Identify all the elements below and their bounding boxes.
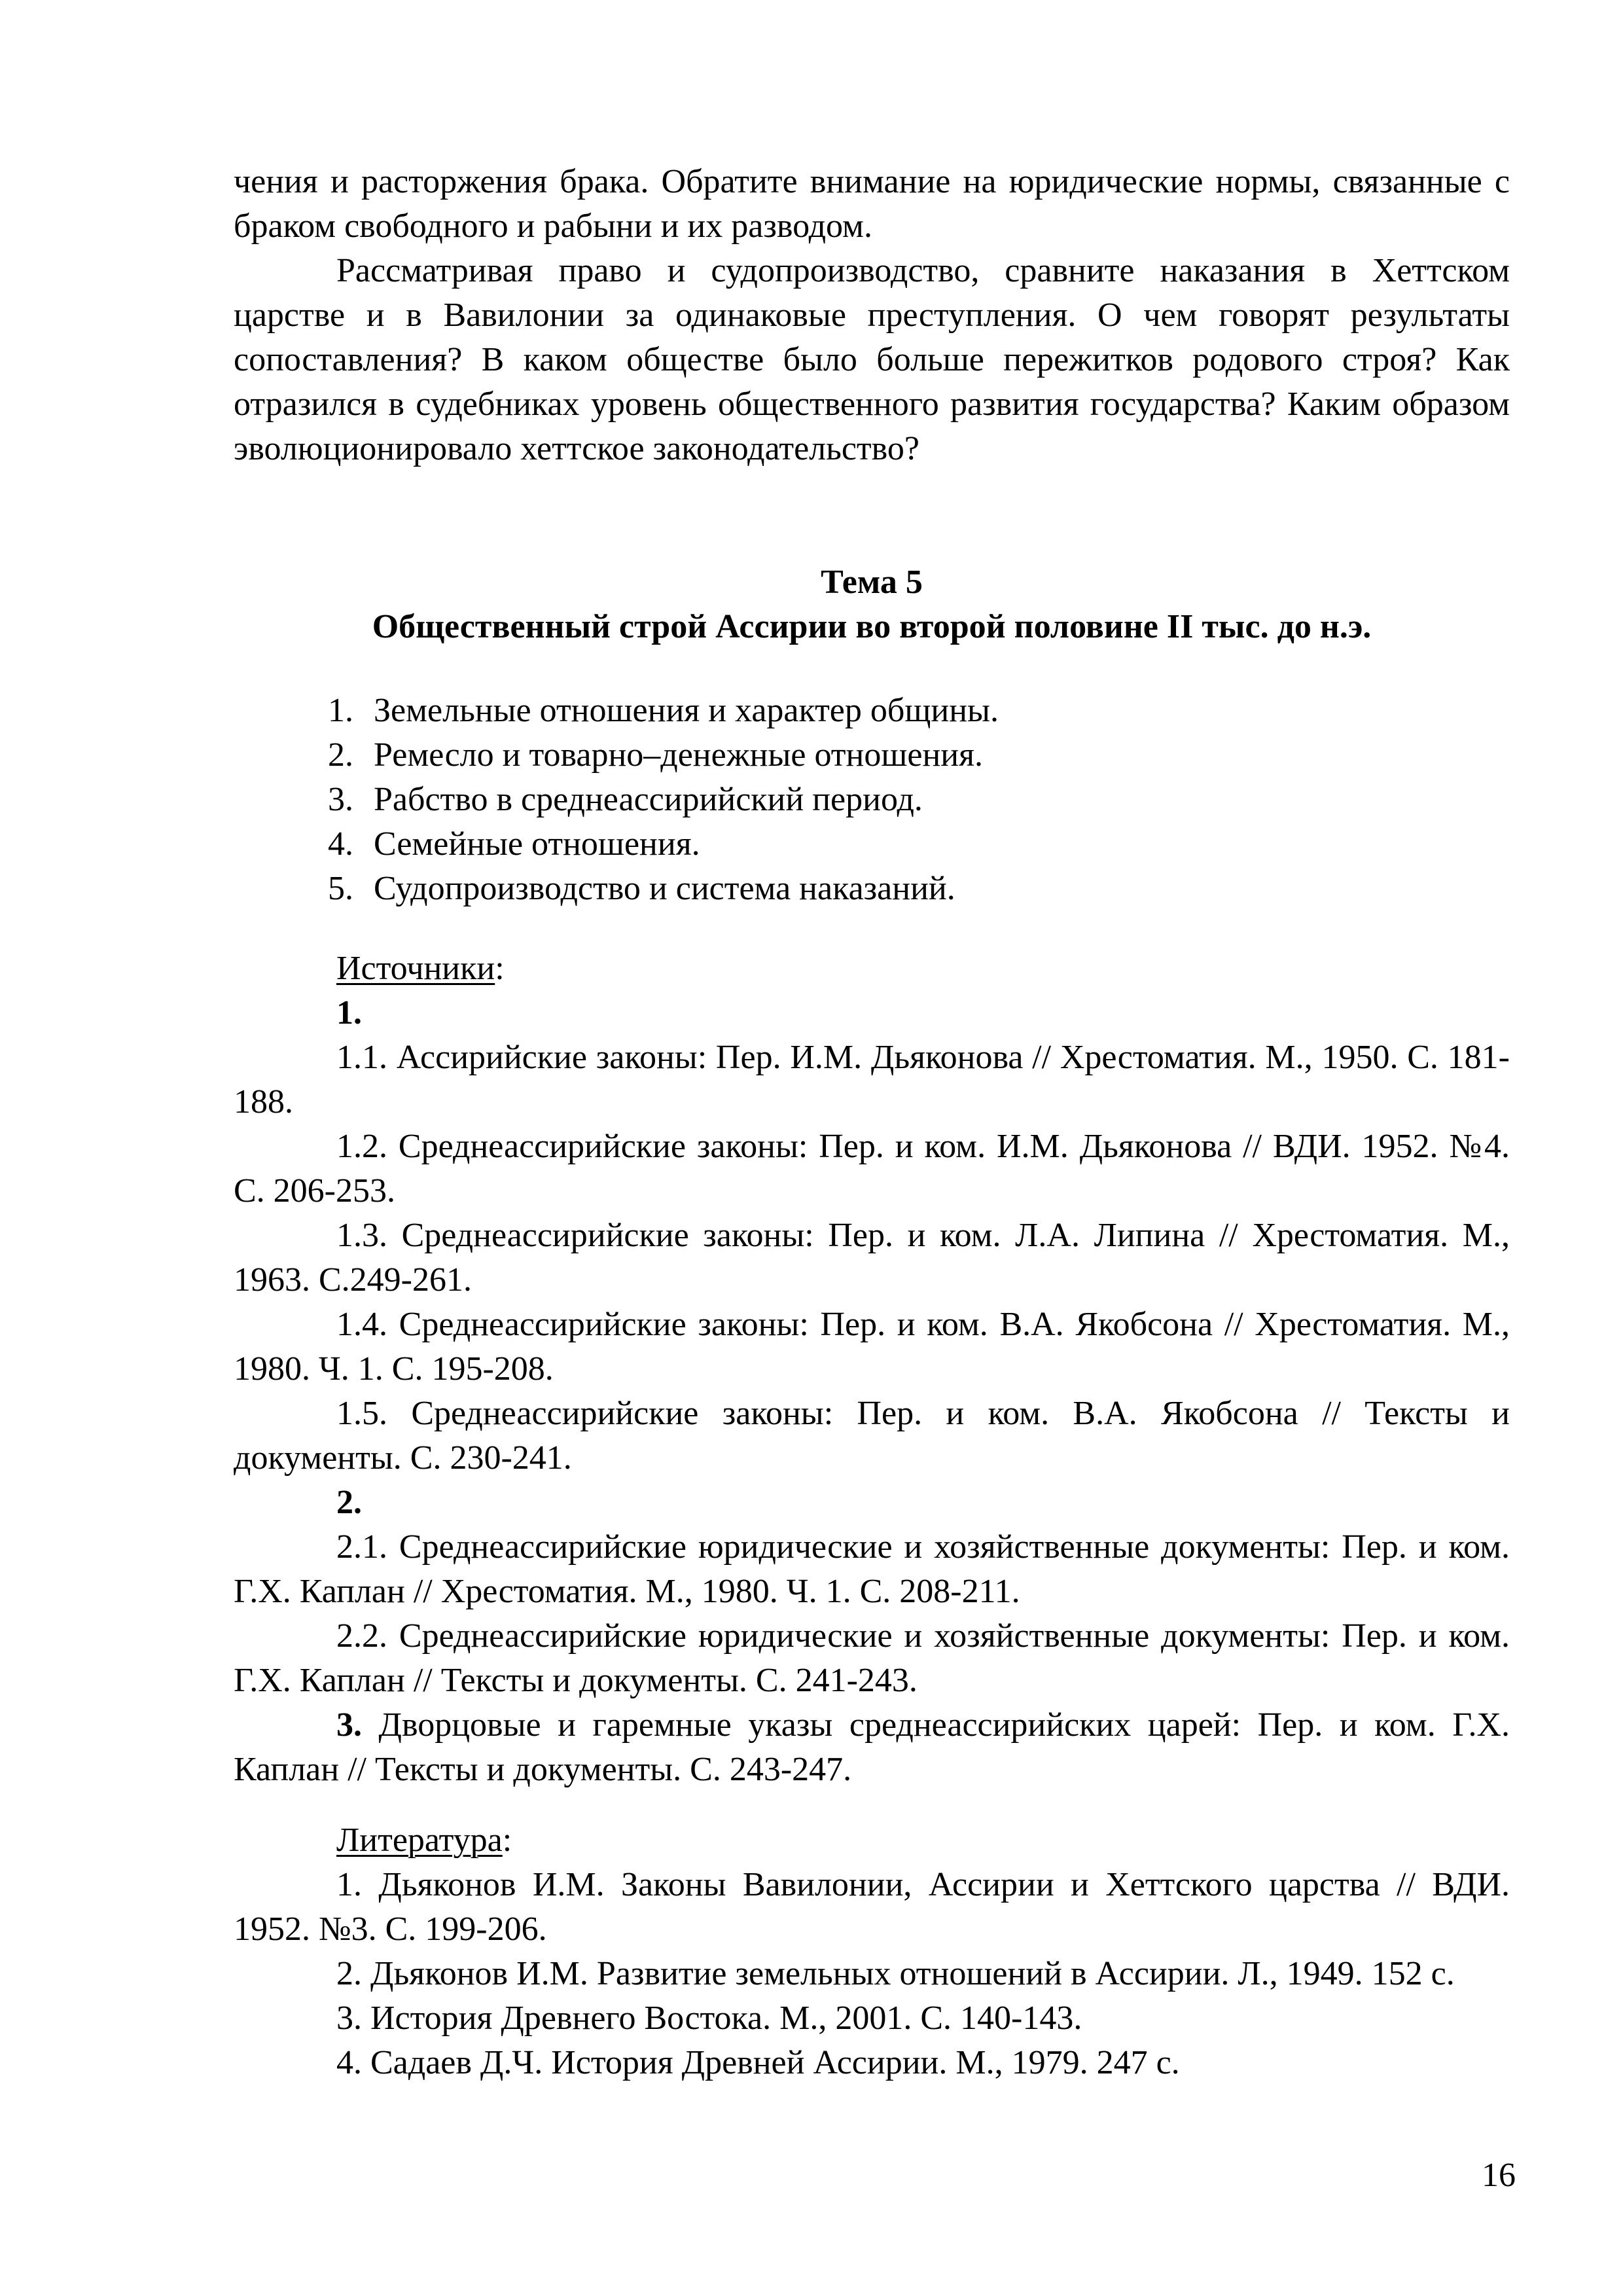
source-item: 1.1. Ассирийские законы: Пер. И.М. Дьяконова // Хрестоматия. М., 1950. С. 181-188. <box>234 1039 1510 1121</box>
source-item: 1.5. Среднеассирийские законы: Пер. и ком. В.А. Якобсона // Тексты и документы. С. 230-241. <box>234 1395 1510 1477</box>
question-text: Судопроизводство и система наказаний. <box>374 870 955 907</box>
source-item: 2.2. Среднеассирийские юридические и хозяйственные документы: Пер. и ком. Г.Х. Каплан // Тексты и документы. С. 241-243. <box>234 1617 1510 1699</box>
intro-paragraph-1: чения и расторжения брака. Обратите внимание на юридические нормы, связанные с браком свободного и рабыни и их разводом. <box>234 163 1510 245</box>
list-item <box>234 822 1510 867</box>
literature-section <box>234 1818 1510 2085</box>
literature-item: 1. Дьяконов И.М. Законы Вавилонии, Ассирии и Хеттского царства // ВДИ. 1952. №3. С. 199-206. <box>234 1866 1510 1948</box>
questions-list-block <box>234 689 1510 911</box>
source-item: 2.1. Среднеассирийские юридические и хозяйственные документы: Пер. и ком. Г.Х. Каплан // Хрестоматия. М., 1980. Ч. 1. С. 208-211. <box>234 1528 1510 1610</box>
sources-group-1-number: 1. <box>336 994 362 1031</box>
list-item <box>234 778 1510 822</box>
source-item-3: 3. Дворцовые и гаремные указы среднеассирийских царей: Пер. и ком. Г.Х. Каплан // Тексты и документы. С. 243-247. <box>234 1706 1510 1788</box>
topic-title: Общественный строй Ассирии во второй половине II тыс. до н.э. <box>372 608 1372 645</box>
topic-heading <box>234 560 1510 649</box>
sources-group-3-number: 3. <box>336 1706 362 1744</box>
questions-list <box>234 689 1510 911</box>
question-number: 2. <box>328 736 353 774</box>
question-text: Ремесло и товарно–денежные отношения. <box>374 736 984 774</box>
list-item <box>234 689 1510 733</box>
question-number: 3. <box>328 781 353 818</box>
list-item <box>234 867 1510 911</box>
topic-number: Тема 5 <box>821 564 923 601</box>
question-number: 4. <box>328 825 353 863</box>
literature-item: 3. История Древнего Востока. М., 2001. С. 140-143. <box>336 2000 1082 2037</box>
question-text: Земельные отношения и характер общины. <box>374 692 999 729</box>
question-text: Семейные отношения. <box>374 825 700 863</box>
sources-group-2-number: 2. <box>336 1484 362 1521</box>
intro-paragraph-2: Рассматривая право и судопроизводство, сравните наказания в Хеттском царстве и в Вавилонии за одинаковые преступления. О чем говорят результаты сопоставления? В каком обществе было больше пережитков родового строя? Как отразился в судебниках уровень общественного развития государства? Каким образом эволюционировало хеттское законодательство? <box>234 252 1510 467</box>
intro-block <box>234 160 1510 471</box>
page-number: 16 <box>1482 2157 1516 2194</box>
question-number: 5. <box>328 870 353 907</box>
question-text: Рабство в среднеассирийский период. <box>374 781 923 818</box>
list-item <box>234 733 1510 778</box>
sources-heading: Источники: <box>336 950 505 987</box>
question-number: 1. <box>328 692 353 729</box>
source-item: 1.3. Среднеассирийские законы: Пер. и ком. Л.А. Липина // Хрестоматия. М., 1963. С.249-261. <box>234 1217 1510 1299</box>
source-item: 1.4. Среднеассирийские законы: Пер. и ком. В.А. Якобсона // Хрестоматия. М., 1980. Ч. 1. С. 195-208. <box>234 1306 1510 1388</box>
literature-item: 4. Садаев Д.Ч. История Древней Ассирии. М., 1979. 247 с. <box>336 2044 1180 2081</box>
literature-heading: Литература: <box>336 1821 512 1859</box>
literature-item: 2. Дьяконов И.М. Развитие земельных отношений в Ассирии. Л., 1949. 152 с. <box>336 1955 1455 1992</box>
source-item: 1.2. Среднеассирийские законы: Пер. и ком. И.М. Дьяконова // ВДИ. 1952. №4. С. 206-253. <box>234 1128 1510 1210</box>
sources-section <box>234 946 1510 1792</box>
